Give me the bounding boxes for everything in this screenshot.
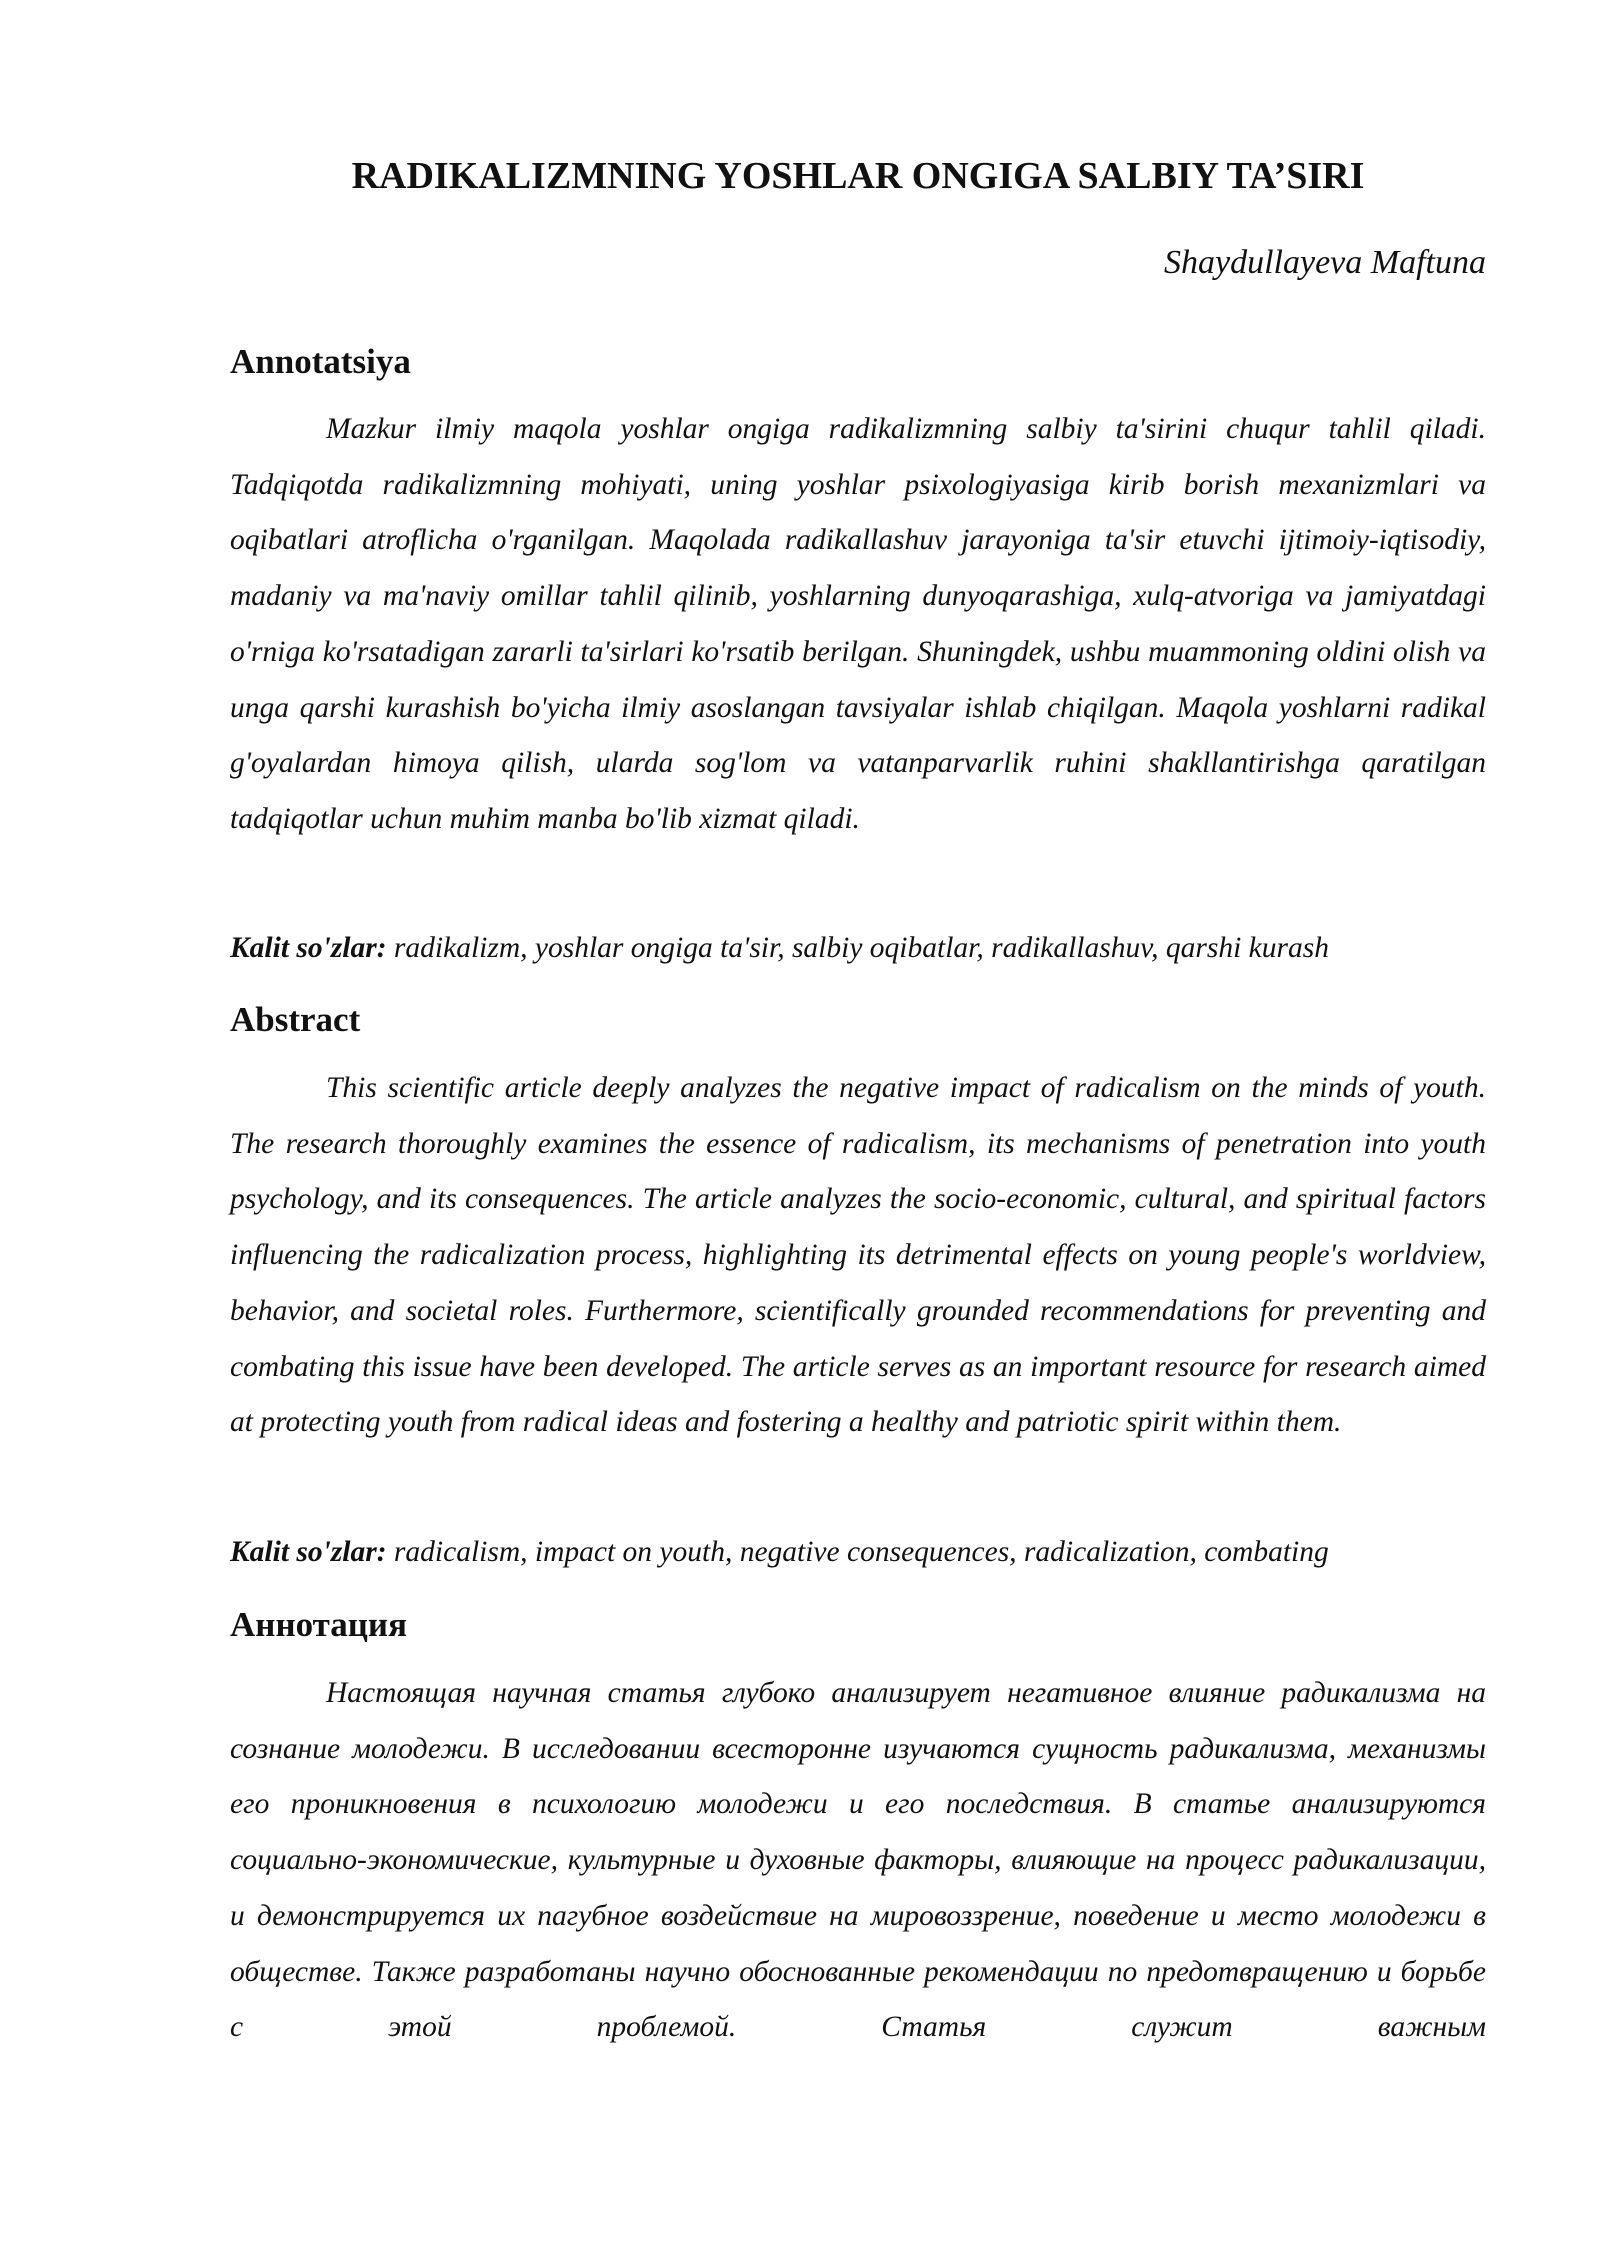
section-annotatsiya [230,340,1486,384]
keywords-text: radikalizm, yoshlar ongiga ta'sir, salbiy oqibatlar, radikallashuv, qarshi kurash [393,932,1329,964]
keywords-line [230,1530,1486,1574]
section-annotatsiya-body [230,402,1486,848]
section-heading: Annotatsiya [230,342,411,381]
abstract-paragraph: This scientific article deeply analyzes the negative impact of radicalism on the minds of youth. The research thoroughly examines the essence of radicalism, its mechanisms of penetration into youth psychology, and its consequences. The article analyzes the socio-economic, cultural, and spiritual factors influencing the radicalization process, highlighting its detrimental effects on young people's worldview, behavior, and societal roles. Furthermore, scientifically grounded recommendations for preventing and combating this issue have been developed. The article serves as an important resource for research aimed at protecting youth from radical ideas and fostering a healthy and patriotic spirit within them. [230,1072,1486,1439]
section-annotatsiya-ru [230,1603,1486,1647]
keywords-text: radicalism, impact on youth, negative consequences, radicalization, combating [393,1536,1329,1568]
abstract-paragraph: Настоящая научная статья глубоко анализирует негативное влияние радикализма на сознание молодежи. В исследовании всесторонне изучаются сущность радикализма, механизмы его проникновения в психологию молодежи и его последствия. В статье анализируются социально-экономические, культурные и духовные факторы, влияющие на процесс радикализации, и демонстрируется их пагубное воздействие на мировоззрение, поведение и место молодежи в обществе. Также разработаны научно обоснованные рекомендации по предотвращению и борьбе с этой проблемой. Статья служит важным [230,1677,1486,2044]
section-abstract-keywords [230,1530,1486,1574]
keywords-line [230,926,1486,970]
keywords-label: Kalit so'zlar: [230,1536,387,1568]
section-abstract-body [230,1061,1486,1451]
author-name: Shaydullayeva Maftuna [1164,244,1486,281]
section-annotatsiya-keywords [230,926,1486,970]
paper-title: RADIKALIZMNING YOSHLAR ONGIGA SALBIY TA’SIRI [351,155,1365,197]
section-abstract [230,998,1486,1042]
abstract-paragraph: Mazkur ilmiy maqola yoshlar ongiga radikalizmning salbiy ta'sirini chuqur tahlil qiladi. Tadqiqotda radikalizmning mohiyati, uning yoshlar psixologiyasiga kirib borish mexanizmlari va oqibatlari atroflicha o'rganilgan. Maqolada radikallashuv jarayoniga ta'sir etuvchi ijtimoiy-iqtisodiy, madaniy va ma'naviy omillar tahlil qilinib, yoshlarning dunyoqarashiga, xulq-atvoriga va jamiyatdagi o'rniga ko'rsatadigan zararli ta'sirlari ko'rsatib berilgan. Shuningdek, ushbu muammoning oldini olish va unga qarshi kurashish bo'yicha ilmiy asoslangan tavsiyalar ishlab chiqilgan. Maqola yoshlarni radikal g'oyalardan himoya qilish, ularda sog'lom va vatanparvarlik ruhini shakllantirishga qaratilgan tadqiqotlar uchun muhim manba bo'lib xizmat qiladi. [230,413,1486,835]
section-heading: Аннотация [230,1605,408,1644]
section-heading: Abstract [230,1000,361,1039]
keywords-label: Kalit so'zlar: [230,932,387,964]
section-annotatsiya-ru-body [230,1666,1486,2056]
